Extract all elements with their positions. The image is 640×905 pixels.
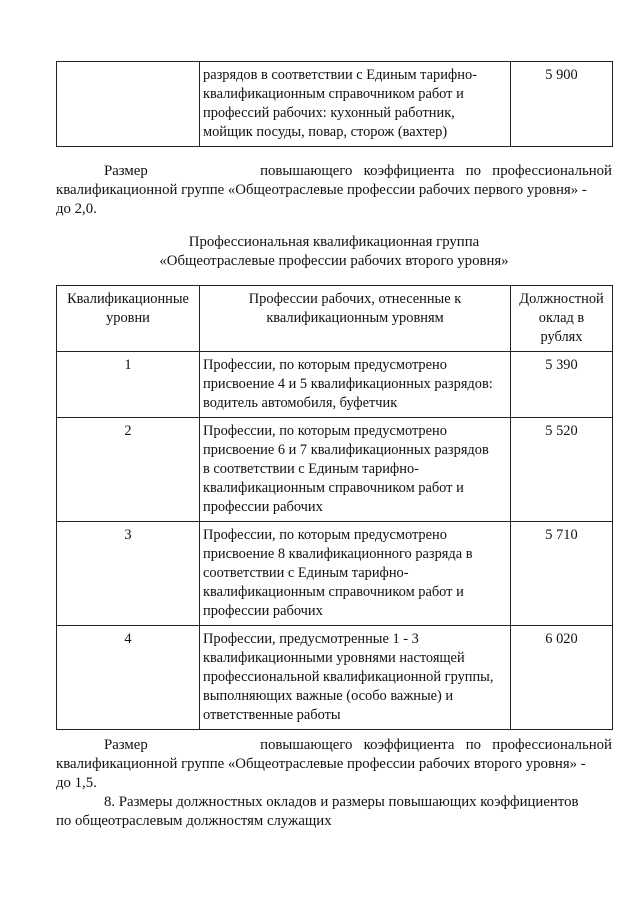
paragraph-line: по общеотраслевым должностям служащих bbox=[56, 813, 332, 829]
heading-line: «Общеотраслевые профессии рабочих второго уровня» bbox=[159, 253, 509, 269]
paragraph-coefficient-first-level bbox=[56, 162, 612, 219]
top-table bbox=[56, 61, 613, 147]
cell-text-line: профессий рабочих: кухонный работник, bbox=[203, 105, 455, 121]
main-table bbox=[56, 285, 613, 730]
paragraph-line: квалификационной группе «Общеотраслевые профессии рабочих второго уровня» - bbox=[56, 756, 586, 772]
table-cell-level: 3 bbox=[57, 522, 200, 626]
paragraph-line: до 1,5. bbox=[56, 775, 97, 791]
paragraph-line: Размер повышающего коэффициента по профессиональной bbox=[104, 737, 612, 753]
table-cell-salary: 5 900 bbox=[511, 62, 613, 147]
table-cell-salary: 5 710 bbox=[511, 522, 613, 626]
cell-text-line: мойщик посуды, повар, сторож (вахтер) bbox=[203, 124, 448, 140]
paragraph-line: Размер повышающего коэффициента по профессиональной bbox=[104, 163, 612, 179]
paragraph-section-8 bbox=[56, 793, 612, 831]
cell-text-line: разрядов в соответствии с Единым тарифно- bbox=[203, 67, 477, 83]
header-cell-level: Квалификационные уровни bbox=[57, 286, 200, 352]
table-row bbox=[57, 352, 613, 418]
table-cell-salary: 5 390 bbox=[511, 352, 613, 418]
table-cell-profession: Профессии, по которым предусмотрено присвоение 4 и 5 квалификационных разрядов: водитель автомобиля, буфетчик bbox=[200, 352, 511, 418]
table-cell-level: 2 bbox=[57, 418, 200, 522]
header-cell-professions: Профессии рабочих, отнесенные к квалификационным уровням bbox=[200, 286, 511, 352]
table-cell-profession: Профессии, предусмотренные 1 - 3 квалификационными уровнями настоящей профессиональной квалификационной группы, выполняющих важные (особо важные) и ответственные работы bbox=[200, 626, 511, 730]
table-cell-profession: Профессии, по которым предусмотрено присвоение 8 квалификационного разряда в соответствии с Единым тарифно- квалификационным справочником работ и профессии рабочих bbox=[200, 522, 511, 626]
table-cell-salary: 6 020 bbox=[511, 626, 613, 730]
table-cell-profession bbox=[200, 62, 511, 147]
paragraph-line: квалификационной группе «Общеотраслевые профессии рабочих первого уровня» - bbox=[56, 182, 587, 198]
group-heading bbox=[56, 233, 612, 271]
table-row bbox=[57, 418, 613, 522]
table-cell-level: 1 bbox=[57, 352, 200, 418]
cell-text-line: квалификационным справочником работ и bbox=[203, 86, 464, 102]
paragraph-line: до 2,0. bbox=[56, 201, 97, 217]
table-row bbox=[57, 522, 613, 626]
table-cell-level: 4 bbox=[57, 626, 200, 730]
heading-line: Профессиональная квалификационная группа bbox=[188, 234, 480, 250]
header-cell-salary: Должностной оклад в рублях bbox=[511, 286, 613, 352]
table-row bbox=[57, 626, 613, 730]
table-cell-profession: Профессии, по которым предусмотрено присвоение 6 и 7 квалификационных разрядов в соответствии с Единым тарифно- квалификационным справочником работ и профессии рабочих bbox=[200, 418, 511, 522]
paragraph-line: 8. Размеры должностных окладов и размеры повышающих коэффициентов bbox=[104, 794, 579, 810]
table-header-row bbox=[57, 286, 613, 352]
table-cell-level bbox=[57, 62, 200, 147]
table-row bbox=[57, 62, 613, 147]
table-cell-salary: 5 520 bbox=[511, 418, 613, 522]
paragraph-coefficient-second-level bbox=[56, 736, 612, 793]
